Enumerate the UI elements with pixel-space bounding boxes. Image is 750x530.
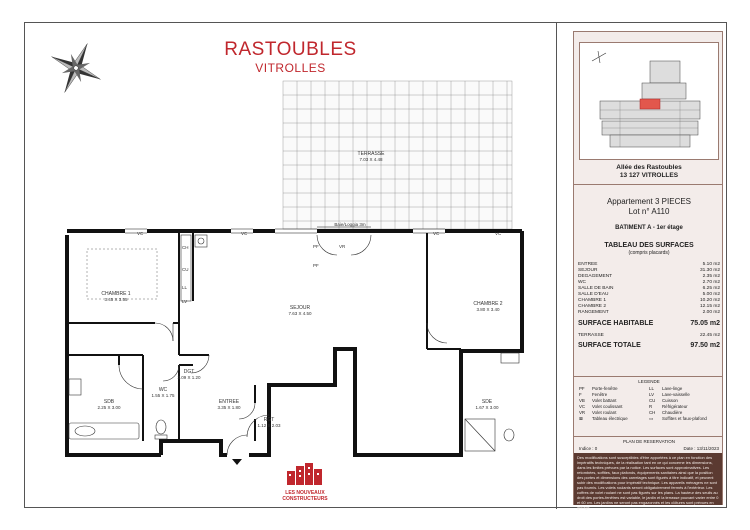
surface-table-subtitle: (compris placards) [628, 250, 670, 256]
table-row: WC 2.70 m2 [578, 280, 720, 285]
room-rgt: RGT 1.12 X 2.03 [257, 417, 281, 428]
mark-ch: CH [182, 245, 189, 250]
mark-lv: LV [182, 299, 188, 304]
mark-baie: Baie/Loggia 3m [334, 222, 366, 227]
room-terrasse: TERRASSE 7.03 X 4.48 [357, 151, 385, 162]
mark-ll: LL [182, 285, 188, 290]
legend-item: ▭ Soffites et faux-plafond [649, 416, 707, 421]
entry-arrow-icon [232, 459, 242, 465]
legend [579, 386, 719, 422]
builder-logo-line2: CONSTRUCTEURS [282, 496, 328, 502]
room-sde: SDE 1.67 X 3.00 [475, 399, 499, 410]
mark-vc-1: VC [137, 231, 144, 236]
builder-logo-line1: LES NOUVEAUX [285, 490, 325, 496]
building-floor: BATIMENT A - 1er étage [615, 225, 683, 231]
indice-label: Indice : [579, 446, 594, 451]
apartment-type: Appartement 3 PIECES [606, 197, 692, 206]
room-dgt: DGT 3.09 X 1.20 [177, 369, 201, 380]
apartment-info [574, 197, 724, 218]
table-row: SEJOUR 31.30 m2 [578, 268, 720, 273]
legend-item: R Réfrigérateur [649, 404, 688, 409]
legend-item: CH Chaudière [649, 410, 683, 415]
separator [574, 184, 722, 185]
surface-habitable: SURFACE HABITABLE 75.05 m2 [578, 320, 720, 327]
mark-pf-2: PF [313, 263, 319, 268]
room-chambre-2: CHAMBRE 2 3.80 X 3.40 [473, 301, 503, 312]
legend-item: CU Cuisson [649, 398, 678, 403]
plan-sheet [24, 22, 727, 508]
legend-item: VR Volet roulant [579, 410, 617, 415]
sheet-divider [556, 23, 557, 509]
mark-cu: CU [182, 267, 189, 272]
plan-area [25, 23, 556, 509]
surface-terrasse: TERRASSE 22.45 m2 [578, 333, 720, 338]
room-wc: WC 1.55 X 1.75 [151, 387, 175, 398]
date-value: 13/11/2023 [696, 446, 719, 451]
disclaimer: Des modifications sont susceptibles d'être apportées à ce plan en fonction des impératifs techniques, de la réalisation tant en ce qui concerne les dimensions, dans les limites prévues par la notice. Les surfaces sont approximatives. Les retombées, soffites, faux plafonds, équipements sanitaires ainsi que la position des portes et dimensions des carrelages sont figurés à titre indicatif, et peuvent subir des modifications pour impératif technique. Les appareils ménagers ne sont pas fournis. Les volets roulants seront obligatoirement fermés à l'extérieur. Les coffres de volet roulant ne sont pas figurés sur les plans. La hauteur des seuils au droit des portes-fenêtres est variable, le jardin et la terrasse pouvant varier entre 0 et 60 cm. Les jardins ne seront pas engazonnés et les clôtures sont prévues en grillage. [574, 453, 722, 505]
legend-item: VC Volet coulissant [579, 404, 623, 409]
legend-item: F Fenêtre [579, 392, 608, 397]
legend-item: PF Porte-fenêtre [579, 386, 618, 391]
table-row: CHAMBRE 2 12.15 m2 [578, 304, 720, 309]
site-plan-icon [580, 43, 718, 159]
room-chambre-1: CHAMBRE 1 3.45 X 3.55 [101, 291, 131, 302]
address [574, 164, 724, 180]
legend-item: LV Lave-vaisselle [649, 392, 690, 397]
legend-item: ⊠ Tableau électrique [579, 416, 628, 421]
info-panel [573, 31, 723, 510]
table-row: DEGAGEMENT 2.35 m2 [578, 274, 720, 279]
indice-value: 0 [594, 446, 598, 451]
table-row: SALLE D'EAU 5.00 m2 [578, 292, 720, 297]
surface-table [578, 262, 720, 316]
separator [574, 376, 722, 377]
exterior-walls [67, 231, 522, 455]
address-street: Allée des Rastoubles [616, 164, 682, 171]
legend-title: LEGENDE [638, 379, 660, 384]
builder-logo-icon [285, 463, 325, 485]
project-city: VITROLLES [255, 61, 326, 75]
table-row: CHAMBRE 1 10.20 m2 [578, 298, 720, 303]
lot-number: Lot n° A110 [628, 207, 670, 217]
surface-totale: SURFACE TOTALE 97.50 m2 [578, 342, 720, 349]
legend-item: LL Lave-linge [649, 386, 683, 391]
address-city: 13 127 VITROLLES [619, 172, 679, 180]
table-row: ENTREE 5.10 m2 [578, 262, 720, 267]
table-row: RANGEMENT 2.00 m2 [578, 310, 720, 315]
room-entree: ENTREE 3.35 X 1.80 [217, 399, 241, 410]
room-sdb: SDB 2.25 X 3.00 [97, 399, 121, 410]
date-label: Date : [683, 446, 696, 451]
builder-logo [270, 463, 340, 502]
table-row: SALLE DE BAIN 6.25 m2 [578, 286, 720, 291]
mark-vr: VR [339, 244, 346, 249]
sanitary-fixtures [69, 353, 519, 451]
mark-vc-4: VC [495, 231, 502, 236]
project-title: RASTOUBLES [224, 39, 357, 60]
plan-reservation-meta [579, 446, 719, 451]
room-sejour: SEJOUR 7.63 X 4.50 [288, 305, 312, 316]
surface-table-title: TABLEAU DES SURFACES [604, 242, 694, 249]
legend-item: VB Volet battant [579, 398, 617, 403]
mark-vc-2: VC [241, 231, 248, 236]
separator [574, 436, 722, 437]
mark-pf-1: PF [313, 244, 319, 249]
mark-vc-3: VC [433, 231, 440, 236]
floor-plan [25, 23, 556, 509]
site-plan-thumbnail [579, 42, 719, 160]
plan-reservation-title: PLAN DE RESERVATION [622, 439, 675, 444]
